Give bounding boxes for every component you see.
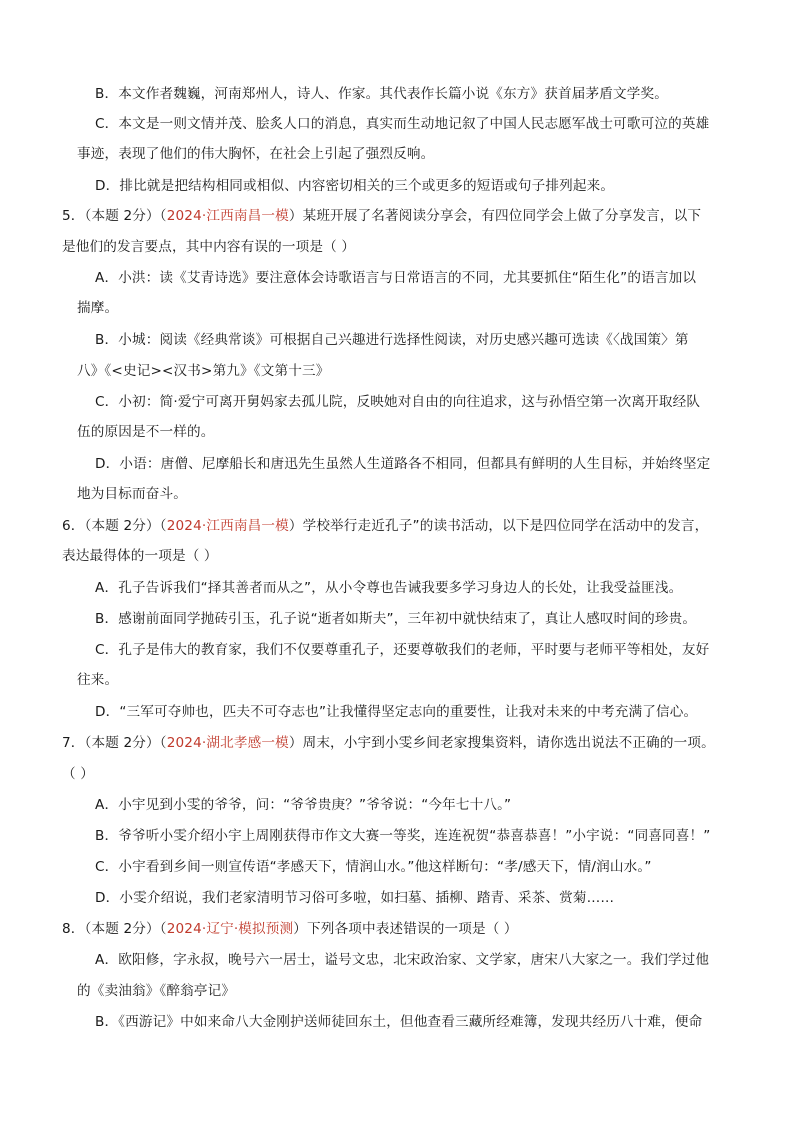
q5-option-a: A．小洪：读《艾青诗选》要注意体会诗歌语言与日常语言的不同，尤其要抓住“陌生化”的语言加以: [95, 270, 697, 286]
q5-stem-cont: 是他们的发言要点，其中内容有误的一项是（ ）: [62, 239, 356, 255]
q6-prefix: 6．（本题 2分）（: [62, 518, 167, 534]
q6-source: 2024·江西南昌一模: [166, 518, 289, 534]
q5-stem: [62, 206, 701, 226]
q4-option-b: B．本文作者魏巍，河南郑州人，诗人、作家。其代表作长篇小说《东方》获首届茅盾文学奖。: [95, 86, 668, 102]
q8-option-a-cont: 的《卖油翁》《醉翁亭记》: [77, 983, 236, 999]
q8-option-a: A．欧阳修，字永叔，晚号六一居士，谥号文忠，北宋政治家、文学家，唐宋八大家之一。我们学过他: [95, 952, 710, 968]
q5-option-a-cont: 揣摩。: [77, 300, 119, 316]
q5-source: 2024·江西南昌一模: [166, 208, 289, 224]
q5-option-c: C．小初：简·爱宁可离开舅妈家去孤儿院，反映她对自由的向往追求，这与孙悟空第一次离开取经队: [95, 394, 701, 410]
q8-stem: [62, 919, 518, 939]
q8-option-b: B．《西游记》中如来命八大金刚护送师徒回东土，但他查看三藏所经难簿，发现共经历八十难，便命: [95, 1014, 703, 1030]
q7-stem: [62, 733, 715, 753]
q6-option-c: C．孔子是伟大的教育家，我们不仅要尊重孔子，还要尊敬我们的老师，平时要与老师平等相处，友好: [95, 642, 710, 658]
q7-stem-text: ）周末，小宇到小雯乡间老家搜集资料，请你选出说法不正确的一项。: [288, 735, 715, 751]
q6-option-a: A．孔子告诉我们“择其善者而从之”，从小令尊也告诫我要多学习身边人的长处，让我受益匪浅。: [95, 580, 683, 596]
q7-option-b: B．爷爷听小雯介绍小宇上周刚获得市作文大赛一等奖，连连祝贺“恭喜恭喜！”小宇说：“同喜同喜！”: [95, 828, 711, 844]
q5-option-b: B．小城：阅读《经典常谈》可根据自己兴趣进行选择性阅读，对历史感兴趣可选读《〈战国策〉第: [95, 332, 689, 348]
q8-stem-text: ）下列各项中表述错误的一项是（ ）: [293, 921, 518, 937]
q7-source: 2024·湖北孝感一模: [166, 735, 289, 751]
q5-option-d: D．小语：唐僧、尼摩船长和唐迅先生虽然人生道路各不相同，但都具有鲜明的人生目标，并始终坚定: [95, 456, 711, 472]
q7-option-d: D．小雯介绍说，我们老家清明节习俗可多啦，如扫墓、插柳、踏青、采茶、赏菊……: [95, 890, 615, 906]
q6-option-d: D．“三军可夺帅也，匹夫不可夺志也”让我懂得坚定志向的重要性，让我对未来的中考充满了信心。: [95, 704, 698, 720]
q8-source: 2024·辽宁·模拟预测: [166, 921, 294, 937]
q5-prefix: 5．（本题 2分）（: [62, 208, 167, 224]
q6-stem-cont: 表达最得体的一项是（ ）: [62, 548, 218, 564]
q5-option-c-cont: 伍的原因是不一样的。: [77, 424, 215, 440]
q7-prefix: 7．（本题 2分）（: [62, 735, 167, 751]
q6-stem-text: ）学校举行走近孔子”的读书活动，以下是四位同学在活动中的发言，: [288, 518, 709, 534]
q7-stem-cont: （ ）: [62, 766, 94, 782]
q7-option-c: C．小宇看到乡间一则宣传语“孝感天下，情润山水。”他这样断句：“孝/感天下，情/润山水。”: [95, 859, 652, 875]
q4-option-d: D．排比就是把结构相同或相似、内容密切相关的三个或更多的短语或句子排列起来。: [95, 178, 615, 194]
q7-option-a: A．小宇见到小雯的爷爷，问：“爷爷贵庚？”爷爷说：“今年七十八。”: [95, 797, 512, 813]
q6-option-c-cont: 往来。: [77, 672, 119, 688]
q4-option-c-cont: 事迹，表现了他们的伟大胸怀，在社会上引起了强烈反响。: [77, 146, 435, 162]
q8-prefix: 8．（本题 2分）（: [62, 921, 167, 937]
q5-option-d-cont: 地为目标而奋斗。: [77, 486, 187, 502]
q5-stem-text: ）某班开展了名著阅读分享会，有四位同学会上做了分享发言，以下: [288, 208, 702, 224]
q6-stem: [62, 516, 708, 536]
q5-option-b-cont: 八》《<史记><汉书>第九》《文第十三》: [77, 363, 330, 379]
q6-option-b: B．感谢前面同学抛砖引玉，孔子说“逝者如斯夫”，三年初中就快结束了，真让人感叹时间的珍贵。: [95, 611, 697, 627]
q4-option-c: C．本文是一则文情并茂、脍炙人口的消息，真实而生动地记叙了中国人民志愿军战士可歌可泣的英雄: [95, 116, 710, 132]
